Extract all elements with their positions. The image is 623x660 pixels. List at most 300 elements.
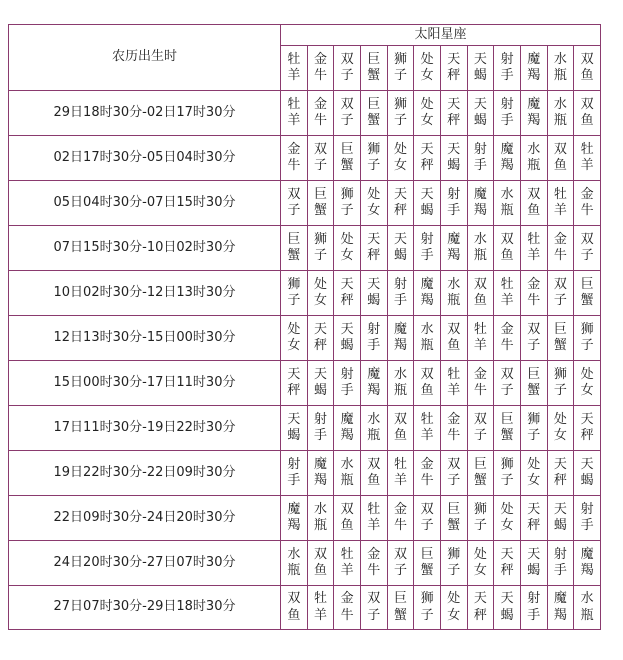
sun-sign-label: 金 牛	[527, 276, 541, 308]
sun-sign-cell	[547, 136, 574, 181]
sun-sign-label: 天 秤	[527, 501, 541, 533]
zodiac-table-body	[9, 25, 601, 630]
sun-sign-label: 双 鱼	[287, 591, 301, 623]
sun-sign-cell	[494, 496, 521, 541]
sun-sign-cell	[281, 226, 308, 271]
sun-sign-label: 双 子	[340, 96, 354, 128]
sun-sign-label: 牡 羊	[553, 186, 567, 218]
sun-sign-label: 天 蝎	[340, 321, 354, 353]
sun-sign-cell	[360, 451, 387, 496]
sun-sign-label: 天 蝎	[527, 546, 541, 578]
sun-sign-cell	[494, 271, 521, 316]
sun-sign-cell	[281, 316, 308, 361]
sun-sign-cell	[307, 496, 334, 541]
sun-sign-cell	[281, 451, 308, 496]
sun-sign-label: 狮 子	[580, 321, 594, 353]
sun-sign-label: 金 牛	[473, 366, 487, 398]
sun-sign-cell	[574, 316, 601, 361]
sun-sign-label: 处 女	[367, 186, 381, 218]
sun-sign-label: 天 蝎	[420, 186, 434, 218]
sun-sign-cell	[494, 226, 521, 271]
sun-sign-cell	[440, 451, 467, 496]
sun-sign-label: 巨 蟹	[580, 276, 594, 308]
sun-sign-cell	[334, 91, 361, 136]
sun-sign-cell	[547, 406, 574, 451]
header-sign-cell	[360, 46, 387, 91]
sun-sign-cell	[307, 406, 334, 451]
table-row	[9, 316, 601, 361]
sun-sign-cell	[334, 136, 361, 181]
sun-sign-label: 狮 子	[420, 591, 434, 623]
sun-sign-label: 狮 子	[367, 141, 381, 173]
header-sign-cell	[281, 46, 308, 91]
sun-sign-cell	[414, 586, 441, 630]
sun-sign-cell	[281, 181, 308, 226]
sun-sign-label: 牡 羊	[367, 501, 381, 533]
sun-sign-cell	[360, 316, 387, 361]
header-sign-label: 双 鱼	[580, 51, 594, 83]
sun-sign-cell	[360, 91, 387, 136]
sun-sign-cell	[547, 541, 574, 586]
sun-sign-label: 牡 羊	[580, 141, 594, 173]
header-sign-cell	[387, 46, 414, 91]
sun-sign-label: 双 鱼	[367, 456, 381, 488]
sun-sign-cell	[494, 406, 521, 451]
sun-sign-label: 牡 羊	[500, 276, 514, 308]
sun-sign-label: 水 瓶	[287, 546, 301, 578]
sun-sign-label: 处 女	[313, 276, 327, 308]
sun-sign-cell	[547, 271, 574, 316]
sun-sign-label: 巨 蟹	[287, 231, 301, 263]
sun-sign-cell	[440, 496, 467, 541]
sun-sign-label: 水 瓶	[420, 321, 434, 353]
sun-sign-label: 天 秤	[553, 456, 567, 488]
header-sign-label: 魔 羯	[527, 51, 541, 83]
sun-sign-cell	[547, 361, 574, 406]
sun-sign-cell	[387, 406, 414, 451]
sun-sign-label: 魔 羯	[420, 276, 434, 308]
sun-sign-label: 双 子	[393, 546, 407, 578]
sun-sign-cell	[520, 586, 547, 630]
sun-sign-label: 天 蝎	[313, 366, 327, 398]
sun-sign-cell	[467, 91, 494, 136]
sun-sign-label: 双 子	[580, 231, 594, 263]
sun-sign-label: 天 蝎	[367, 276, 381, 308]
sun-sign-label: 魔 羯	[500, 141, 514, 173]
sun-sign-label: 双 鱼	[393, 411, 407, 443]
sun-sign-cell	[520, 496, 547, 541]
sun-sign-label: 巨 蟹	[527, 366, 541, 398]
sun-sign-cell	[547, 316, 574, 361]
sun-sign-cell	[440, 181, 467, 226]
sun-sign-cell	[414, 136, 441, 181]
sun-sign-label: 牡 羊	[527, 231, 541, 263]
sun-sign-label: 水 瓶	[367, 411, 381, 443]
sun-sign-label: 巨 蟹	[447, 501, 461, 533]
sun-sign-label: 天 蝎	[500, 591, 514, 623]
sun-sign-cell	[547, 181, 574, 226]
sun-sign-cell	[334, 271, 361, 316]
sun-sign-label: 巨 蟹	[500, 411, 514, 443]
sun-sign-label: 牡 羊	[340, 546, 354, 578]
sun-sign-cell	[520, 361, 547, 406]
sun-sign-cell	[360, 136, 387, 181]
sun-sign-cell	[360, 271, 387, 316]
header-sign-label: 牡 羊	[287, 51, 301, 83]
sun-sign-label: 双 子	[553, 276, 567, 308]
table-row	[9, 91, 601, 136]
sun-sign-cell	[334, 541, 361, 586]
lunar-time-range: 07日15时30分-10日02时30分	[9, 226, 281, 271]
sun-sign-label: 金 牛	[447, 411, 461, 443]
zodiac-table	[8, 24, 601, 630]
sun-sign-label: 魔 羯	[473, 186, 487, 218]
sun-sign-cell	[574, 361, 601, 406]
sun-sign-label: 天 秤	[420, 141, 434, 173]
sun-sign-label: 天 秤	[473, 591, 487, 623]
sun-sign-cell	[360, 226, 387, 271]
sun-sign-label: 狮 子	[527, 411, 541, 443]
sun-sign-label: 双 鱼	[447, 321, 461, 353]
header-sign-cell	[307, 46, 334, 91]
sun-sign-label: 魔 羯	[553, 591, 567, 623]
sun-sign-label: 水 瓶	[553, 96, 567, 128]
sun-sign-label: 巨 蟹	[340, 141, 354, 173]
sun-sign-label: 处 女	[500, 501, 514, 533]
sun-sign-cell	[334, 226, 361, 271]
sun-sign-label: 处 女	[473, 546, 487, 578]
sun-sign-cell	[414, 91, 441, 136]
sun-sign-label: 射 手	[367, 321, 381, 353]
sun-sign-label: 巨 蟹	[473, 456, 487, 488]
header-sign-cell	[547, 46, 574, 91]
sun-sign-cell	[307, 136, 334, 181]
header-sign-label: 处 女	[420, 51, 434, 83]
lunar-birth-time-header: 农历出生时	[9, 25, 281, 91]
sun-sign-cell	[494, 136, 521, 181]
sun-sign-label: 天 蝎	[580, 456, 594, 488]
sun-sign-cell	[307, 361, 334, 406]
sun-sign-label: 双 子	[420, 501, 434, 533]
sun-sign-cell	[440, 226, 467, 271]
sun-sign-cell	[414, 406, 441, 451]
sun-sign-label: 双 子	[500, 366, 514, 398]
sun-sign-cell	[414, 316, 441, 361]
sun-sign-cell	[494, 451, 521, 496]
sun-sign-cell	[520, 181, 547, 226]
sun-sign-cell	[547, 226, 574, 271]
sun-sign-cell	[281, 91, 308, 136]
sun-sign-cell	[334, 361, 361, 406]
sun-sign-label: 射 手	[527, 591, 541, 623]
sun-sign-cell	[307, 541, 334, 586]
sun-sign-cell	[520, 136, 547, 181]
sun-sign-cell	[307, 226, 334, 271]
sun-sign-label: 狮 子	[447, 546, 461, 578]
sun-sign-cell	[387, 451, 414, 496]
sun-sign-label: 金 牛	[420, 456, 434, 488]
sun-sign-cell	[574, 496, 601, 541]
header-sign-label: 金 牛	[313, 51, 327, 83]
table-row	[9, 586, 601, 630]
sun-sign-label: 牡 羊	[473, 321, 487, 353]
sun-sign-label: 水 瓶	[447, 276, 461, 308]
sun-sign-label: 处 女	[580, 366, 594, 398]
sun-sign-label: 魔 羯	[527, 96, 541, 128]
sun-sign-cell	[414, 271, 441, 316]
sun-sign-cell	[387, 361, 414, 406]
sun-sign-cell	[281, 271, 308, 316]
sun-sign-label: 牡 羊	[313, 591, 327, 623]
sun-sign-label: 天 秤	[393, 186, 407, 218]
header-sign-label: 双 子	[340, 51, 354, 83]
header-sign-cell	[414, 46, 441, 91]
sun-sign-cell	[281, 136, 308, 181]
table-row	[9, 271, 601, 316]
lunar-time-range: 22日09时30分-24日20时30分	[9, 496, 281, 541]
sun-sign-label: 牡 羊	[393, 456, 407, 488]
sun-sign-label: 天 秤	[447, 96, 461, 128]
sun-sign-cell	[360, 181, 387, 226]
sun-sign-label: 巨 蟹	[367, 96, 381, 128]
sun-sign-cell	[574, 271, 601, 316]
sun-sign-label: 金 牛	[580, 186, 594, 218]
sun-sign-cell	[467, 406, 494, 451]
sun-sign-cell	[387, 496, 414, 541]
sun-sign-cell	[307, 586, 334, 630]
sun-sign-cell	[494, 361, 521, 406]
sun-sign-label: 射 手	[473, 141, 487, 173]
lunar-time-range: 27日07时30分-29日18时30分	[9, 586, 281, 630]
sun-sign-cell	[440, 406, 467, 451]
header-sign-cell	[467, 46, 494, 91]
table-row	[9, 136, 601, 181]
sun-sign-label: 射 手	[420, 231, 434, 263]
sun-sign-cell	[387, 316, 414, 361]
header-sign-cell	[494, 46, 521, 91]
sun-sign-cell	[334, 451, 361, 496]
sun-sign-label: 金 牛	[340, 591, 354, 623]
sun-sign-label: 双 子	[473, 411, 487, 443]
sun-sign-cell	[494, 181, 521, 226]
sun-sign-label: 天 秤	[340, 276, 354, 308]
sun-sign-cell	[467, 451, 494, 496]
sun-sign-cell	[467, 136, 494, 181]
sun-sign-label: 魔 羯	[580, 546, 594, 578]
sun-sign-label: 射 手	[580, 501, 594, 533]
sun-sign-label: 双 子	[367, 591, 381, 623]
sun-sign-cell	[334, 496, 361, 541]
sun-sign-label: 射 手	[447, 186, 461, 218]
sun-sign-label: 金 牛	[393, 501, 407, 533]
sun-sign-label: 巨 蟹	[553, 321, 567, 353]
sun-sign-cell	[387, 226, 414, 271]
header-sign-label: 射 手	[500, 51, 514, 83]
sun-sign-label: 狮 子	[287, 276, 301, 308]
sun-sign-label: 天 秤	[367, 231, 381, 263]
sun-sign-label: 双 子	[313, 141, 327, 173]
sun-sign-cell	[547, 586, 574, 630]
lunar-time-range: 10日02时30分-12日13时30分	[9, 271, 281, 316]
sun-sign-cell	[467, 586, 494, 630]
sun-sign-label: 魔 羯	[447, 231, 461, 263]
sun-sign-cell	[334, 406, 361, 451]
table-row	[9, 406, 601, 451]
sun-sign-cell	[387, 181, 414, 226]
sun-sign-cell	[520, 91, 547, 136]
sun-sign-label: 射 手	[287, 456, 301, 488]
lunar-time-range: 19日22时30分-22日09时30分	[9, 451, 281, 496]
sun-sign-label: 金 牛	[313, 96, 327, 128]
lunar-time-range: 02日17时30分-05日04时30分	[9, 136, 281, 181]
sun-sign-cell	[360, 361, 387, 406]
sun-sign-label: 天 蝎	[553, 501, 567, 533]
sun-sign-label: 水 瓶	[393, 366, 407, 398]
sun-sign-cell	[547, 91, 574, 136]
sun-sign-label: 双 鱼	[553, 141, 567, 173]
sun-sign-cell	[467, 496, 494, 541]
sun-sign-label: 巨 蟹	[420, 546, 434, 578]
table-row	[9, 496, 601, 541]
sun-sign-cell	[307, 316, 334, 361]
sun-sign-label: 射 手	[553, 546, 567, 578]
sun-sign-cell	[574, 181, 601, 226]
sun-sign-cell	[520, 541, 547, 586]
sun-sign-label: 射 手	[500, 96, 514, 128]
sun-sign-label: 处 女	[393, 141, 407, 173]
sun-sign-cell	[360, 496, 387, 541]
header-sign-label: 天 蝎	[473, 51, 487, 83]
sun-sign-cell	[360, 406, 387, 451]
sun-sign-cell	[440, 541, 467, 586]
sun-sign-label: 水 瓶	[580, 591, 594, 623]
sun-sign-cell	[334, 316, 361, 361]
sun-sign-cell	[440, 586, 467, 630]
sun-sign-cell	[334, 181, 361, 226]
sun-sign-cell	[414, 226, 441, 271]
sun-sign-cell	[281, 496, 308, 541]
sun-sign-label: 金 牛	[287, 141, 301, 173]
sun-sign-label: 天 蝎	[287, 411, 301, 443]
sun-sign-label: 双 鱼	[527, 186, 541, 218]
sun-sign-cell	[494, 586, 521, 630]
sun-sign-cell	[387, 91, 414, 136]
sun-sign-label: 狮 子	[500, 456, 514, 488]
lunar-time-range: 29日18时30分-02日17时30分	[9, 91, 281, 136]
table-row	[9, 541, 601, 586]
sun-sign-header: 太阳星座	[281, 25, 601, 46]
sun-sign-label: 双 鱼	[340, 501, 354, 533]
header-sign-cell	[574, 46, 601, 91]
sun-sign-label: 狮 子	[340, 186, 354, 218]
sun-sign-label: 射 手	[393, 276, 407, 308]
sun-sign-label: 射 手	[340, 366, 354, 398]
sun-sign-label: 狮 子	[393, 96, 407, 128]
lunar-time-range: 15日00时30分-17日11时30分	[9, 361, 281, 406]
sun-sign-cell	[467, 316, 494, 361]
sun-sign-cell	[574, 91, 601, 136]
sun-sign-cell	[414, 361, 441, 406]
sun-sign-label: 天 秤	[287, 366, 301, 398]
sun-sign-label: 狮 子	[553, 366, 567, 398]
sun-sign-label: 水 瓶	[500, 186, 514, 218]
sun-sign-label: 双 子	[527, 321, 541, 353]
sun-sign-cell	[414, 541, 441, 586]
sun-sign-label: 水 瓶	[313, 501, 327, 533]
sun-sign-cell	[440, 271, 467, 316]
sun-sign-label: 处 女	[527, 456, 541, 488]
sun-sign-label: 魔 羯	[313, 456, 327, 488]
sun-sign-cell	[360, 586, 387, 630]
sun-sign-cell	[574, 451, 601, 496]
sun-sign-label: 天 秤	[313, 321, 327, 353]
sun-sign-label: 处 女	[287, 321, 301, 353]
sun-sign-label: 天 蝎	[393, 231, 407, 263]
sun-sign-label: 双 鱼	[473, 276, 487, 308]
table-row	[9, 226, 601, 271]
sun-sign-cell	[574, 586, 601, 630]
header-sign-label: 巨 蟹	[367, 51, 381, 83]
sun-sign-cell	[547, 496, 574, 541]
sun-sign-label: 水 瓶	[473, 231, 487, 263]
sun-sign-cell	[387, 586, 414, 630]
header-sign-cell	[520, 46, 547, 91]
sun-sign-label: 金 牛	[500, 321, 514, 353]
sun-sign-label: 双 鱼	[420, 366, 434, 398]
sun-sign-cell	[440, 316, 467, 361]
sun-sign-cell	[387, 271, 414, 316]
sun-sign-label: 牡 羊	[447, 366, 461, 398]
sun-sign-cell	[574, 541, 601, 586]
sun-sign-cell	[520, 451, 547, 496]
sun-sign-cell	[281, 406, 308, 451]
table-row	[9, 181, 601, 226]
sun-sign-label: 牡 羊	[420, 411, 434, 443]
sun-sign-label: 双 子	[287, 186, 301, 218]
sun-sign-cell	[574, 136, 601, 181]
sun-sign-cell	[414, 496, 441, 541]
sun-sign-cell	[307, 271, 334, 316]
lunar-time-range: 17日11时30分-19日22时30分	[9, 406, 281, 451]
sun-sign-cell	[520, 406, 547, 451]
sun-sign-label: 狮 子	[473, 501, 487, 533]
sun-sign-label: 水 瓶	[340, 456, 354, 488]
sun-sign-label: 狮 子	[313, 231, 327, 263]
sun-sign-label: 处 女	[340, 231, 354, 263]
sun-sign-cell	[281, 541, 308, 586]
sun-sign-label: 处 女	[447, 591, 461, 623]
header-sign-label: 水 瓶	[553, 51, 567, 83]
sun-sign-cell	[574, 406, 601, 451]
sun-sign-cell	[414, 451, 441, 496]
sun-sign-label: 双 鱼	[580, 96, 594, 128]
table-row	[9, 451, 601, 496]
sun-sign-cell	[307, 91, 334, 136]
sun-sign-label: 天 秤	[500, 546, 514, 578]
sun-sign-label: 处 女	[553, 411, 567, 443]
sun-sign-cell	[281, 586, 308, 630]
header-row-1	[9, 25, 601, 46]
lunar-time-range: 05日04时30分-07日15时30分	[9, 181, 281, 226]
sun-sign-cell	[360, 541, 387, 586]
sun-sign-cell	[520, 226, 547, 271]
sun-sign-cell	[494, 316, 521, 361]
sun-sign-cell	[520, 271, 547, 316]
sun-sign-label: 双 鱼	[313, 546, 327, 578]
sun-sign-cell	[440, 361, 467, 406]
sun-sign-cell	[520, 316, 547, 361]
sun-sign-cell	[574, 226, 601, 271]
